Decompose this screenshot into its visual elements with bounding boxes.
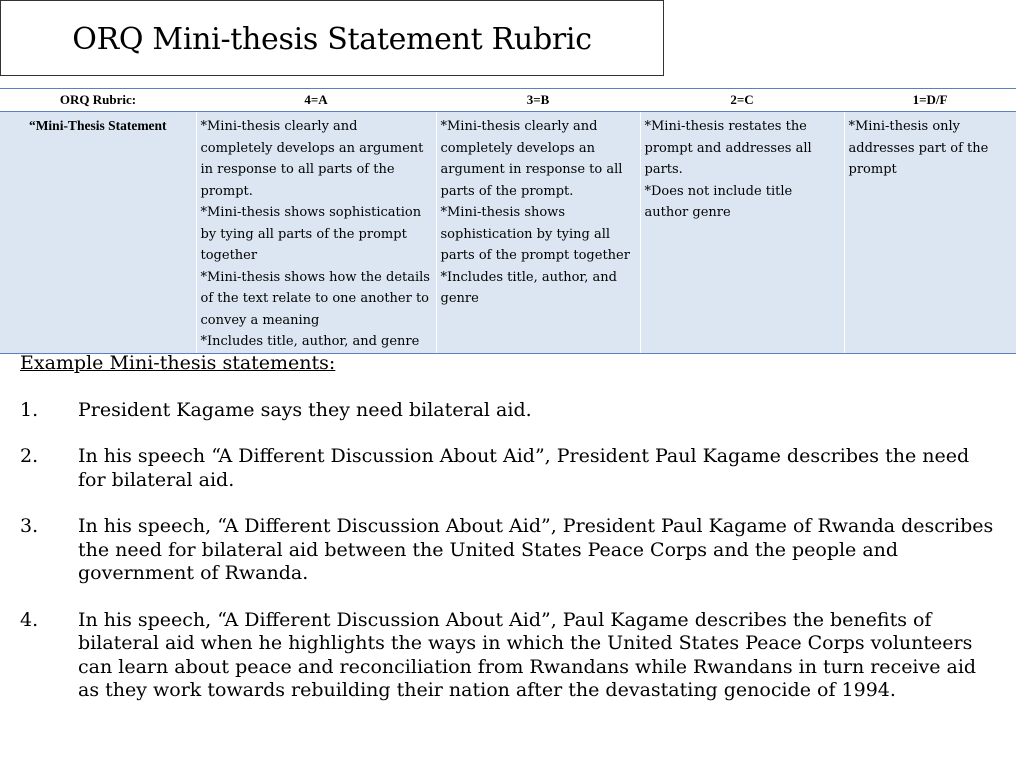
cell-line: *Mini-thesis clearly and completely develops an argument in response to all parts of the prompt. (200, 119, 424, 199)
rubric-header-3b: 3=B (436, 89, 640, 112)
rubric-row (0, 112, 1016, 354)
list-item (20, 445, 1000, 492)
list-item-text: In his speech, “A Different Discussion About Aid”, Paul Kagame describes the benefits of bilateral aid when he highlights the ways in which the United States Peace Corps volunteers can learn about peace and reconciliation from Rwandans while Rwandans in turn receive aid as they work towards rebuilding their nation after the devastating genocide of 1994. (78, 608, 977, 701)
rubric-cell-4a (196, 112, 436, 354)
list-item-text: President Kagame says they need bilateral aid. (78, 398, 532, 421)
list-item-number: 3. (20, 515, 39, 537)
cell-line: *Mini-thesis only addresses part of the prompt (848, 119, 989, 177)
rubric-cell-3b (436, 112, 640, 354)
rubric-header-2c: 2=C (640, 89, 844, 112)
list-item-number: 2. (20, 445, 39, 467)
cell-line: *Mini-thesis shows how the details of the text relate to one another to convey a meaning (200, 269, 430, 328)
examples-section (20, 352, 1000, 726)
list-item-number: 1. (20, 398, 39, 421)
cell-line: *Does not include title author genre (644, 183, 793, 220)
rubric-criterion-cell: “Mini-Thesis Statement (0, 112, 196, 354)
list-item-number: 4. (20, 608, 39, 631)
cell-line: *Mini-thesis restates the prompt and addresses all parts. (644, 119, 812, 177)
title-box (0, 0, 664, 76)
list-item (20, 515, 1000, 586)
rubric-table (0, 88, 1016, 354)
list-item (20, 399, 1000, 423)
page-title: ORQ Mini-thesis Statement Rubric (72, 21, 592, 57)
cell-line: *Mini-thesis shows sophistication by tying all parts of the prompt together (440, 205, 630, 263)
list-item-text: In his speech “A Different Discussion About Aid”, President Paul Kagame describes the need for bilateral aid. (78, 445, 970, 491)
rubric-header-1df: 1=D/F (844, 89, 1016, 112)
rubric-cell-2c (640, 112, 844, 354)
cell-line: *Includes title, author, and genre (200, 334, 420, 349)
rubric-header-4a: 4=A (196, 89, 436, 112)
list-item-text: In his speech, “A Different Discussion About Aid”, President Paul Kagame of Rwanda describes the need for bilateral aid between the United States Peace Corps and the people and government of Rwanda. (78, 515, 994, 584)
rubric-header-criteria: ORQ Rubric: (0, 89, 196, 112)
cell-line: *Mini-thesis clearly and completely develops an argument in response to all parts of the prompt. (440, 119, 623, 199)
cell-line: *Mini-thesis shows sophistication by tying all parts of the prompt together (200, 205, 422, 263)
list-item (20, 609, 1000, 703)
examples-heading: Example Mini-thesis statements: (20, 352, 336, 374)
rubric-header-row (0, 89, 1016, 112)
rubric-cell-1df (844, 112, 1016, 354)
cell-line: *Includes title, author, and genre (440, 269, 617, 306)
